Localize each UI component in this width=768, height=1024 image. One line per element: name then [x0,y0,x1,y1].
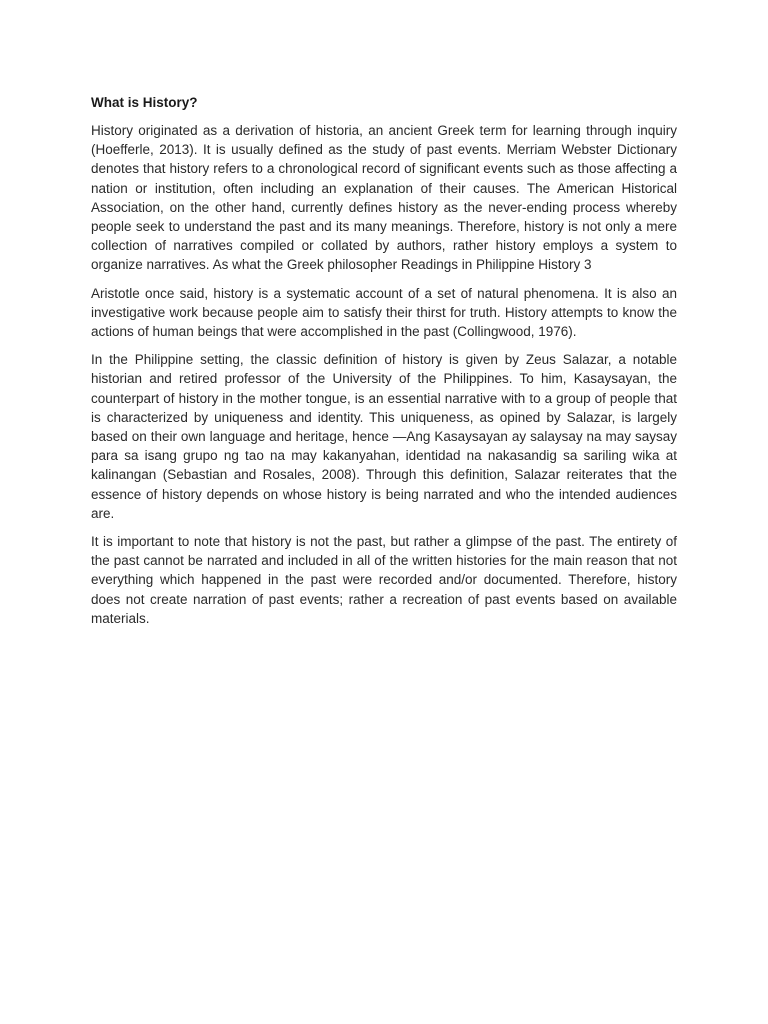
paragraph-glimpse-of-past: It is important to note that history is not the past, but rather a glimpse of the past. The entirety of the past cannot be narrated and included in all of the written histories for the main reason that not everything which happened in the past were recorded and/or documented. Therefore, history does not create narration of past events; rather a recreation of past events based on available materials. [91,534,677,626]
document-title: What is History? [91,95,198,110]
paragraph-aristotle: Aristotle once said, history is a systematic account of a set of natural phenomena. It is also an investigative work because people aim to satisfy their thirst for truth. History attempts to know the actions of human beings that were accomplished in the past (Collingwood, 1976). [91,285,677,340]
paragraph-philippine-setting: In the Philippine setting, the classic definition of history is given by Zeus Salazar, a notable historian and retired professor of the University of the Philippines. To him, Kasaysayan, the counterpart of history in the mother tongue, is an essential narrative with to a group of people that is characterized by uniqueness and identity. This uniqueness, as opined by Salazar, is largely based on their own language and heritage, hence ―Ang Kasaysayan ay salaysay na may saysay para sa isang grupo ng tao na may kakanyahan, identidad na nakasandig sa sariling wika at kalinangan (Sebastian and Rosales, 2008). Through this definition, Salazar reiterates that the essence of history depends on whose history is being narrated and who the intended audiences are. [91,352,677,521]
paragraph-history-origin: History originated as a derivation of historia, an ancient Greek term for learning through inquiry (Hoefferle, 2013). It is usually defined as the study of past events. Merriam Webster Dictionary denotes that history refers to a chronological record of significant events such as those affecting a nation or institution, often including an explanation of their causes. The American Historical Association, on the other hand, currently defines history as the never-ending process whereby people seek to understand the past and its many meanings. Therefore, history is not only a mere collection of narratives compiled or collated by authors, rather history employs a system to organize narratives. As what the Greek philosopher Readings in Philippine History 3 [91,123,677,273]
document-page [91,93,677,637]
